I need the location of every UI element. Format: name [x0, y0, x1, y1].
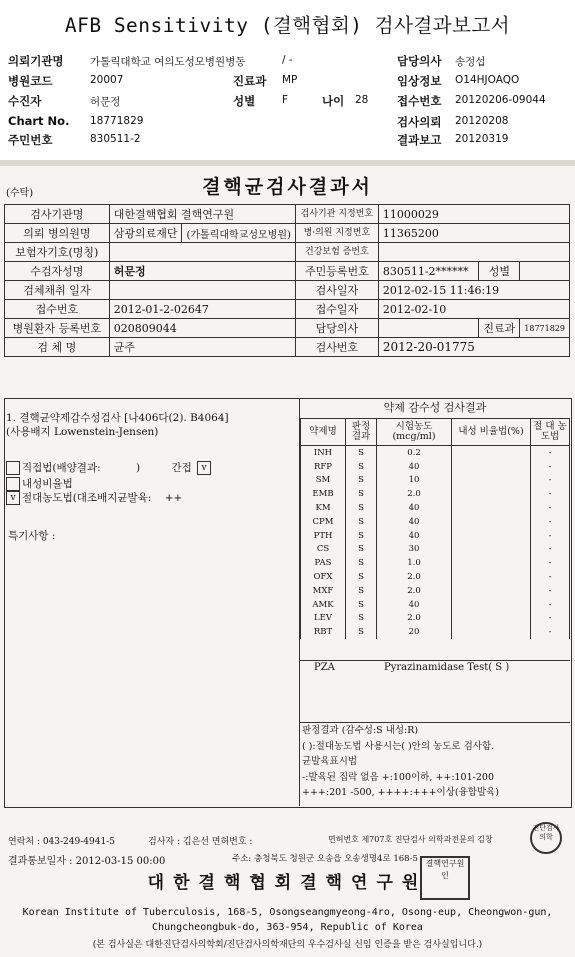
drug-cell-res: S: [346, 543, 377, 557]
drug-cell-abs: -: [531, 487, 570, 501]
drug-cell-name: RBT: [301, 625, 346, 639]
info-value: 18771829: [520, 319, 570, 338]
drug-cell-conc: 2.0: [377, 612, 452, 626]
info-key: 건강보험 증번호: [295, 243, 378, 262]
drug-cell-conc: 2.0: [377, 570, 452, 584]
label-institution: 의뢰기관명: [8, 54, 64, 68]
table-row: [5, 243, 570, 262]
table-row: [301, 612, 570, 626]
table-row: [5, 338, 570, 357]
info-value: 830511-2******: [378, 262, 479, 281]
info-table: [4, 204, 570, 357]
option-direct-close: ): [135, 462, 141, 474]
drug-cell-res: S: [346, 625, 377, 639]
pza-value: Pyrazinamidase Test( S ): [384, 662, 510, 673]
info-key: 검체채취 일자: [5, 281, 110, 300]
tester-text: 검사자 : 김은선 면허번호 :: [148, 837, 253, 847]
drug-cell-res: S: [346, 460, 377, 474]
value-resident-no: 830511-2: [90, 133, 141, 145]
drug-cell-res: S: [346, 501, 377, 515]
label-report-date: 결과보고: [397, 133, 442, 147]
info-key: 병원환자 등록번호: [5, 319, 110, 338]
drug-cell-name: RFP: [301, 460, 346, 474]
judgement-notes: [300, 722, 570, 806]
value-hospital-code: 20007: [90, 74, 124, 86]
drug-cell-res: S: [346, 446, 377, 460]
info-key: 검 체 명: [5, 338, 110, 357]
drug-cell-res: S: [346, 529, 377, 543]
result-title: 약제 감수성 검사결과: [300, 398, 570, 419]
info-key: 병·의원 지정번호: [295, 224, 378, 243]
option-absolute-label: 절대농도법(대조배지균발육:: [22, 492, 152, 504]
drug-cell-abs: -: [531, 460, 570, 474]
label-patient: 수진자: [8, 94, 42, 108]
drug-cell-abs: -: [531, 446, 570, 460]
info-value: [109, 281, 295, 300]
absolute-checkbox: v: [6, 491, 20, 505]
label-doctor: 담당의사: [397, 54, 442, 68]
col-result: 판정 결과: [346, 419, 377, 446]
report-title: 결핵균검사결과서: [202, 176, 373, 198]
doctor-seal: 진단검사 의학: [530, 822, 562, 854]
drug-cell-abs: -: [531, 474, 570, 488]
value-chart-no: 18771829: [90, 115, 144, 127]
drug-cell-ratio: [452, 501, 531, 515]
info-key: 보험자기호(명칭): [5, 243, 110, 262]
drug-cell-name: MXF: [301, 584, 346, 598]
drug-cell-conc: 40: [377, 460, 452, 474]
info-value: 11000029: [378, 205, 569, 224]
drug-cell-abs: -: [531, 501, 570, 515]
drug-cell-name: LEV: [301, 612, 346, 626]
drug-cell-res: S: [346, 556, 377, 570]
info-value: 2012-01-2-02647: [109, 300, 295, 319]
table-row: [301, 446, 570, 460]
drug-cell-abs: -: [531, 584, 570, 598]
info-key: 접수번호: [5, 300, 110, 319]
pza-row: [300, 660, 570, 675]
drug-cell-ratio: [452, 487, 531, 501]
remarks-label: 특기사항 :: [8, 530, 56, 542]
table-row: [301, 584, 570, 598]
drug-cell-ratio: [452, 460, 531, 474]
certification-note: (본 검사실은 대한진단검사의학회/진단검사의학재단의 우수검사실 신임 인증을 받은 검사실입니다.): [92, 940, 483, 950]
ratio-checkbox: [6, 477, 20, 491]
judge-line: 판정결과 (감수성:S 내성:R): [302, 725, 419, 736]
drug-cell-name: KM: [301, 501, 346, 515]
table-row: [301, 570, 570, 584]
label-clinical-info: 임상정보: [397, 74, 442, 88]
drug-cell-name: OFX: [301, 570, 346, 584]
info-value: [520, 262, 570, 281]
drug-cell-name: SM: [301, 474, 346, 488]
label-age: 나이: [322, 94, 345, 108]
drug-cell-ratio: [452, 570, 531, 584]
judge-line: +++:201 -500, ++++:+++이상(융합발육): [302, 787, 500, 798]
info-value: 11365200: [378, 224, 569, 243]
page-title: AFB Sensitivity (결핵협회) 검사결과보고서: [64, 14, 511, 37]
drug-cell-abs: -: [531, 625, 570, 639]
drug-cell-abs: -: [531, 570, 570, 584]
address-text: 주소: 충청북도 청원군 오송읍 오송생명4로 168-5: [232, 854, 418, 864]
table-row: [5, 300, 570, 319]
drug-cell-ratio: [452, 598, 531, 612]
drug-cell-ratio: [452, 515, 531, 529]
table-row: [301, 556, 570, 570]
info-key: 담당의사: [295, 319, 378, 338]
info-value: 균주: [109, 338, 295, 357]
info-key: 수검자성명: [5, 262, 110, 281]
drug-cell-conc: 30: [377, 543, 452, 557]
drug-cell-ratio: [452, 625, 531, 639]
col-absolute: 절 대 농도법: [531, 419, 570, 446]
table-row: [301, 474, 570, 488]
info-value: 2012-20-01775: [378, 338, 569, 357]
drug-cell-conc: 40: [377, 515, 452, 529]
value-department: MP: [282, 74, 298, 86]
label-resident-no: 주민번호: [8, 133, 53, 147]
drug-cell-conc: 2.0: [377, 487, 452, 501]
drug-cell-name: CS: [301, 543, 346, 557]
table-row: [301, 501, 570, 515]
info-key: 주민등록번호: [295, 262, 378, 281]
drug-cell-name: EMB: [301, 487, 346, 501]
direct-checkbox: [6, 461, 20, 475]
info-key: 성별: [479, 262, 520, 281]
info-value: 2012-02-15 11:46:19: [378, 281, 569, 300]
table-row: [5, 262, 570, 281]
drug-cell-res: S: [346, 612, 377, 626]
drug-cell-conc: 40: [377, 598, 452, 612]
contact-text: 연락처 : 043-249-4941-5: [8, 837, 115, 847]
drug-cell-res: S: [346, 570, 377, 584]
indirect-checkbox: v: [197, 461, 211, 475]
value-report-date: 20120319: [455, 133, 509, 145]
info-value: 020809044: [109, 319, 295, 338]
value-doctor: 송정섭: [455, 56, 486, 68]
info-value: [109, 243, 295, 262]
institute-name-ko: 대한결핵협회결핵연구원: [147, 873, 428, 893]
drug-cell-res: S: [346, 474, 377, 488]
value-patient: 허문정: [90, 96, 121, 108]
value-clinical-info: O14HJOAQO: [455, 74, 520, 86]
option-ratio: [6, 476, 73, 491]
value-ward: / -: [282, 54, 293, 66]
license-text: 면허번호 제707호 진단검사 의학과전문의 김창: [328, 835, 493, 844]
label-department: 진료과: [233, 74, 267, 88]
drug-cell-res: S: [346, 515, 377, 529]
table-row: [301, 460, 570, 474]
option-direct: [6, 460, 213, 475]
drug-cell-ratio: [452, 474, 531, 488]
info-value: 2012-02-10: [378, 300, 569, 319]
info-value-sub: (가톨릭대학교성모병원): [182, 224, 295, 243]
value-institution: 가톨릭대학교 여의도성모병원병동: [90, 56, 246, 68]
table-row: [301, 543, 570, 557]
drug-cell-name: PTH: [301, 529, 346, 543]
info-key: 검사기관 지정번호: [295, 205, 378, 224]
institute-address-en-1: Korean Institute of Tuberculosis, 168-5, Osongseangmyeong-4ro, Osong-eup, Cheongwon-gun,: [22, 907, 553, 918]
table-row: [5, 319, 570, 338]
drug-cell-conc: 1.0: [377, 556, 452, 570]
scanned-report: [0, 166, 575, 957]
value-age: 28: [355, 94, 369, 106]
drug-cell-abs: -: [531, 529, 570, 543]
drug-cell-ratio: [452, 543, 531, 557]
drug-cell-conc: 40: [377, 501, 452, 515]
drug-cell-name: INH: [301, 446, 346, 460]
control-growth-value: ++: [164, 492, 183, 504]
table-row: [5, 205, 570, 224]
drug-cell-ratio: [452, 584, 531, 598]
value-receipt-no: 20120206-09044: [455, 94, 546, 106]
option-ratio-label: 내성비율법: [22, 478, 73, 490]
drug-cell-name: PAS: [301, 556, 346, 570]
table-row: [301, 625, 570, 639]
consignment-label: (수탁): [6, 188, 34, 199]
judge-line: -:발육된 집락 없음 +:100이하, ++:101-200: [302, 771, 494, 783]
table-header-row: [301, 419, 570, 446]
label-request-date: 검사의뢰: [397, 115, 442, 129]
drug-cell-ratio: [452, 612, 531, 626]
drug-cell-abs: -: [531, 598, 570, 612]
value-request-date: 20120208: [455, 115, 509, 127]
table-row: [5, 281, 570, 300]
option-direct-label: 직접법(배양결과:: [22, 462, 101, 474]
col-ratio: 내성 비율법(%): [452, 419, 531, 446]
info-value: 삼광의료재단: [109, 224, 182, 243]
method-line-2: (사용배지 Lowenstein-Jensen): [6, 426, 159, 438]
option-absolute: [6, 490, 182, 505]
info-key: 진료과: [479, 319, 520, 338]
institute-seal: 결핵연구원인: [420, 856, 470, 900]
table-row: [301, 598, 570, 612]
option-indirect-label: 간접: [171, 462, 192, 474]
drug-cell-conc: 40: [377, 529, 452, 543]
drug-cell-conc: 0.2: [377, 446, 452, 460]
drug-cell-name: CPM: [301, 515, 346, 529]
info-value: 대한결핵협회 결핵연구원: [109, 205, 295, 224]
table-row: [301, 515, 570, 529]
label-hospital-code: 병원코드: [8, 74, 53, 88]
label-sex: 성별: [233, 94, 256, 108]
table-row: [5, 224, 570, 243]
info-key: 검사일자: [295, 281, 378, 300]
drug-cell-abs: -: [531, 612, 570, 626]
institute-address-en-2: Chungcheongbuk-do, 363-954, Republic of Korea: [152, 922, 423, 933]
drug-cell-abs: -: [531, 543, 570, 557]
label-chart-no: Chart No.: [8, 114, 70, 128]
judge-line: 균발육표시법: [302, 756, 358, 767]
drug-cell-res: S: [346, 584, 377, 598]
drug-cell-ratio: [452, 529, 531, 543]
drug-cell-conc: 20: [377, 625, 452, 639]
col-concentration: 시험농도 (mcg/ml): [377, 419, 452, 446]
col-drug: 약제명: [301, 419, 346, 446]
drug-cell-abs: -: [531, 515, 570, 529]
drug-cell-res: S: [346, 598, 377, 612]
method-line-1: 1. 결핵균약제감수성검사 [나406다(2). B4064]: [6, 412, 229, 424]
table-row: [301, 529, 570, 543]
info-key: 검사번호: [295, 338, 378, 357]
info-value: [378, 243, 569, 262]
report-header: [0, 0, 575, 160]
info-value: [378, 319, 479, 338]
info-value: 허문정: [109, 262, 295, 281]
report-date-text: 결과통보일자 : 2012-03-15 00:00: [8, 856, 166, 867]
drug-cell-res: S: [346, 487, 377, 501]
table-row: [301, 487, 570, 501]
drug-cell-conc: 2.0: [377, 584, 452, 598]
drug-cell-conc: 10: [377, 474, 452, 488]
info-key: 검사기관명: [5, 205, 110, 224]
drug-cell-ratio: [452, 446, 531, 460]
info-key: 의뢰 병의원명: [5, 224, 110, 243]
susceptibility-table: [300, 418, 570, 639]
drug-cell-name: AMK: [301, 598, 346, 612]
info-key: 접수일자: [295, 300, 378, 319]
pza-label: PZA: [314, 662, 335, 673]
drug-cell-ratio: [452, 556, 531, 570]
label-receipt-no: 접수번호: [397, 94, 442, 108]
drug-cell-abs: -: [531, 556, 570, 570]
value-sex: F: [282, 94, 289, 106]
judge-line: ( ):절대농도법 사용시는( )안의 농도로 검사함.: [302, 740, 495, 752]
